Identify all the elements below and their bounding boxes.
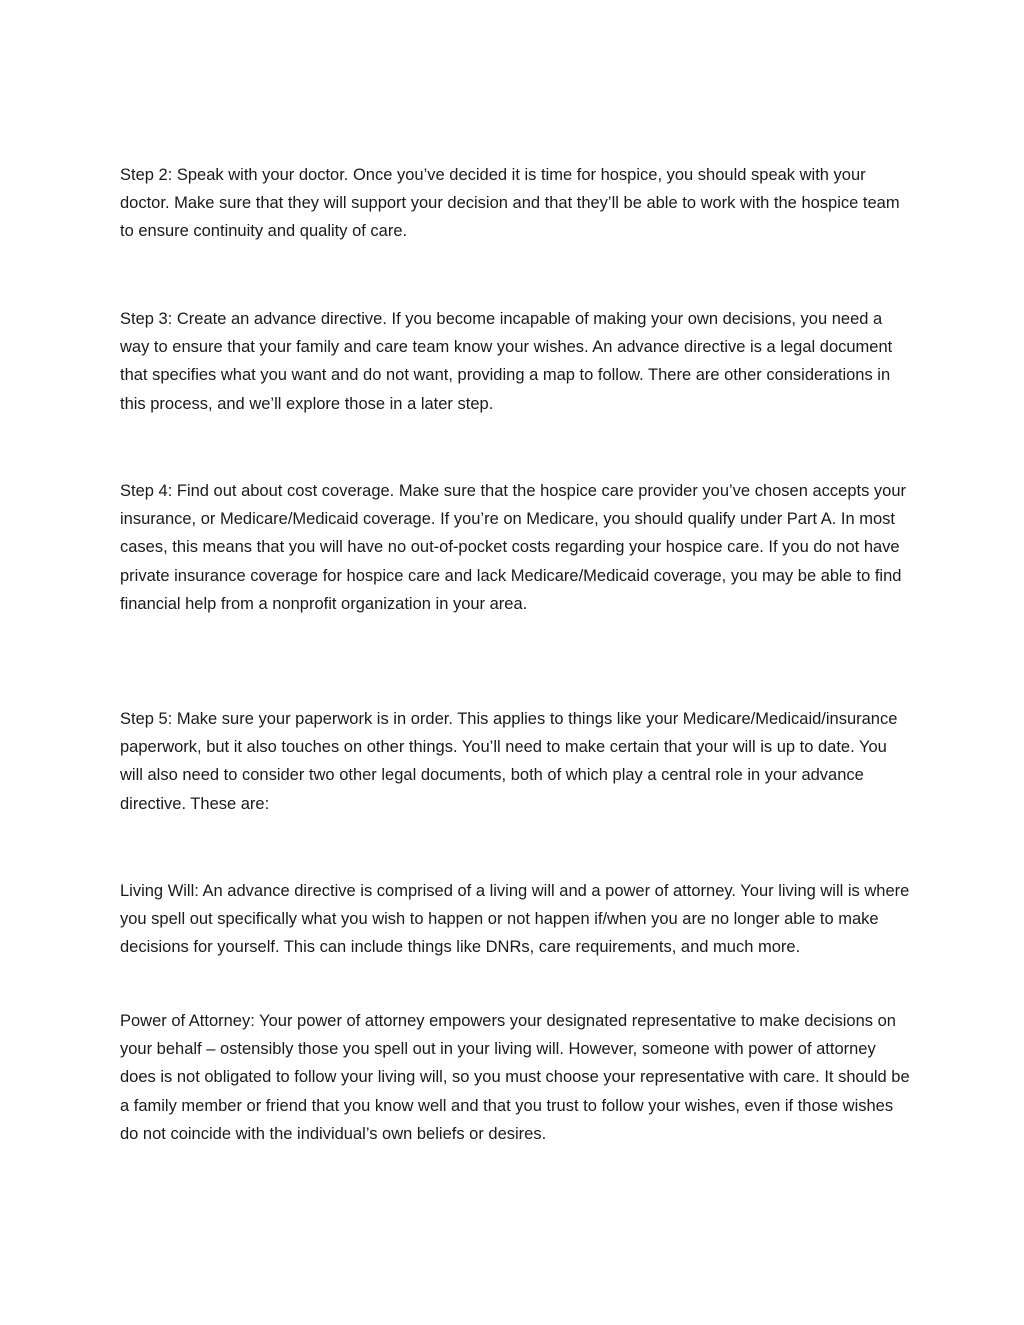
paragraph-living-will: Living Will: An advance directive is comprised of a living will and a power of attorney. Your living will is where you spell out specifically what you wish to happen or not happen if/when you are no longer able to make decisions for yourself. This can include things like DNRs, care requirements, and much more. (120, 882, 910, 957)
paragraph-power-of-attorney: Power of Attorney: Your power of attorney empowers your designated representative to make decisions on your behalf – ostensibly those you spell out in your living will. However, someone with power of attorney does is not obligated to follow your living will, so you must choose your representative with care. It should be a family member or friend that you know well and that you trust to follow your wishes, even if those wishes do not coincide with the individual’s own beliefs or desires. (120, 1012, 910, 1143)
paragraph-step-3: Step 3: Create an advance directive. If you become incapable of making your own decisions, you need a way to ensure that your family and care team know your wishes. An advance directive is a legal document that specifies what you want and do not want, providing a map to follow. There are other considerations in this process, and we’ll explore those in a later step. (120, 310, 893, 413)
paragraph-step-5: Step 5: Make sure your paperwork is in order. This applies to things like your Medicare/Medicaid/insurance paperwork, but it also touches on other things. You’ll need to make certain that your will is up to date. You will also need to consider two other legal documents, both of which play a central role in your advance directive. These are: (120, 710, 898, 813)
paragraph-step-2: Step 2: Speak with your doctor. Once you’ve decided it is time for hospice, you should speak with your doctor. Make sure that they will support your decision and that they’ll be able to work with the hospice team to ensure continuity and quality of care. (120, 166, 900, 241)
paragraph-step-4: Step 4: Find out about cost coverage. Make sure that the hospice care provider you’ve chosen accepts your insurance, or Medicare/Medicaid coverage. If you’re on Medicare, you should qualify under Part A. In most cases, this means that you will have no out-of-pocket costs regarding your hospice care. If you do not have private insurance coverage for hospice care and lack Medicare/Medicaid coverage, you may be able to find financial help from a nonprofit organization in your area. (120, 482, 907, 613)
